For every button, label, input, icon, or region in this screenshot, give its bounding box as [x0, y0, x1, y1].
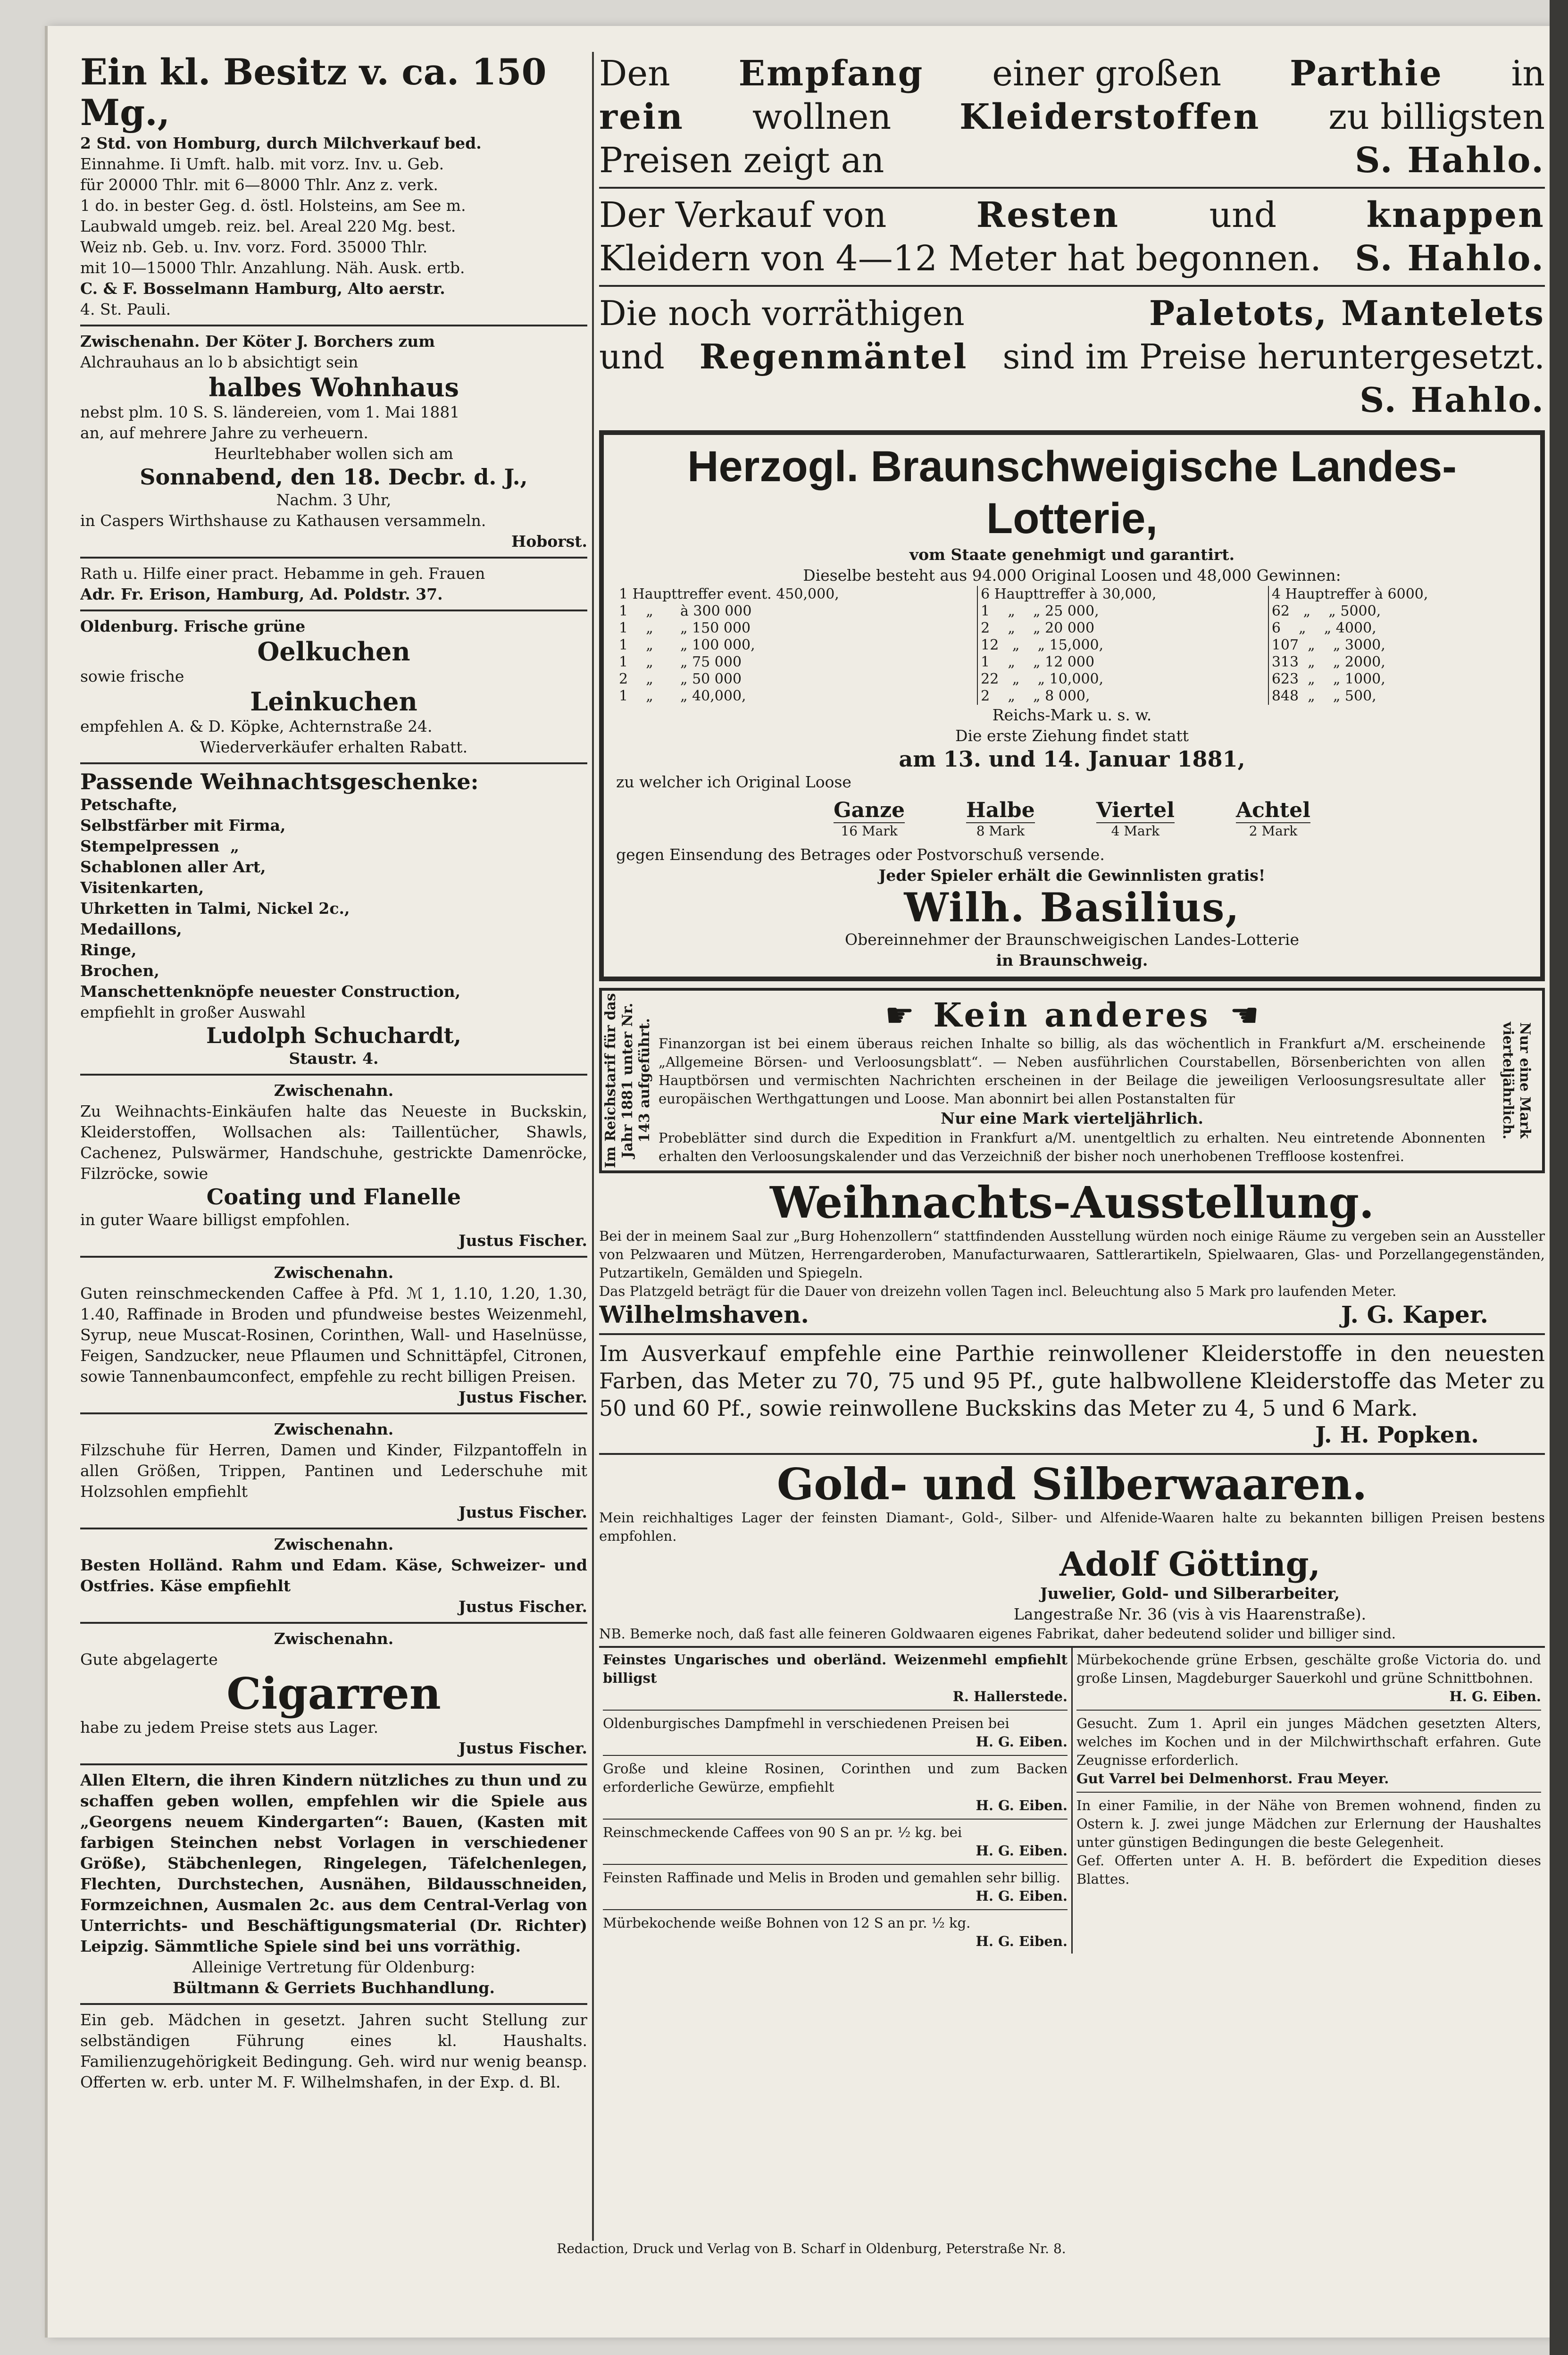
- gold-name: Adolf Götting,: [1059, 1545, 1320, 1584]
- lottery-draw-intro: Die erste Ziehung findet statt: [955, 727, 1189, 745]
- ad-gifts-item: Manschettenknöpfe neuester Construction,: [80, 982, 461, 1001]
- lottery-send: gegen Einsendung des Betrages oder Postvorschuß versende.: [616, 845, 1105, 864]
- hahlo-text: wollnen: [752, 97, 892, 137]
- ad-separator: [603, 1819, 1068, 1820]
- ad-house-time: Nachm. 3 Uhr,: [276, 491, 392, 509]
- ad-gifts-item: Petschafte,: [80, 795, 178, 814]
- eiben-sig: H. G. Eiben.: [976, 1734, 1068, 1750]
- ad-fischer-head: Zwischenahn.: [274, 1629, 394, 1648]
- ad-separator: [603, 1864, 1068, 1865]
- lottery-price-item: [834, 798, 905, 839]
- ad-separator: [1076, 1710, 1541, 1711]
- ad-estate: [80, 52, 587, 320]
- ad-gifts-addr: Staustr. 4.: [289, 1049, 379, 1068]
- hahlo-text: zu billigsten: [1328, 97, 1545, 137]
- lottery-price-label: Viertel: [1096, 798, 1175, 822]
- ad-house-line: an, auf mehrere Jahre zu verheuern.: [80, 424, 368, 442]
- eiben-sig: H. G. Eiben.: [976, 1933, 1068, 1949]
- boerse-left-vert: Im Reichstarif für das Jahr 1881 unter Nr. 143 aufgeführt.: [602, 993, 653, 1168]
- lottery-price-item: [966, 798, 1035, 839]
- lottery-price-value: 2 Mark: [1236, 822, 1310, 839]
- lottery-prize: 2 „ „ 20 000: [981, 620, 1095, 636]
- column-divider: [592, 52, 594, 2241]
- hahlo-text: Regenmäntel: [699, 336, 968, 376]
- boerse-right-box: [1490, 991, 1542, 1170]
- lottery-price-value: 8 Mark: [966, 822, 1035, 839]
- ad-fischer-head: Zwischenahn.: [274, 1263, 394, 1282]
- hahlo-text: Paletots, Mantelets: [1149, 293, 1545, 333]
- lottery-price-item: [1096, 798, 1175, 839]
- hahlo-text: sind im Preise heruntergesetzt.: [1002, 337, 1545, 376]
- ad-fischer-title: Coating und Flanelle: [206, 1184, 461, 1210]
- family-text2: Gef. Offerten unter A. H. B. befördert die Expedition dieses Blattes.: [1076, 1853, 1541, 1887]
- family-text: In einer Familie, in der Nähe von Bremen wohnend, finden zu Ostern k. J. zwei junge Mädchen zur Erlernung der Haushaltes unter günstigen Bedingungen die beste Gelegenheit.: [1076, 1797, 1541, 1850]
- hahlo-sig: S. Hahlo.: [1355, 140, 1545, 181]
- gold-title: Gold- und Silberwaaren.: [776, 1459, 1368, 1510]
- ad-fischer-text: Besten Holländ. Rahm und Edam. Käse, Schweizer- und Ostfries. Käse empfiehlt: [80, 1556, 587, 1595]
- ads-two-column: [599, 1646, 1545, 1954]
- hahlo-text: rein: [599, 97, 684, 137]
- ad-maid-wanted: [80, 2010, 587, 2093]
- ad-fischer-sig: Justus Fischer.: [459, 1231, 587, 1250]
- ad-oelkuchen: [80, 616, 587, 758]
- hahlo-text: Resten: [976, 195, 1120, 235]
- ad-fischer-cheese: [80, 1534, 587, 1617]
- boerse-price: Nur eine Mark vierteljährlich.: [941, 1109, 1203, 1127]
- lottery-prize: 1 Haupttreffer event. 450,000,: [619, 586, 839, 602]
- lottery-draw-date: am 13. und 14. Januar 1881,: [899, 746, 1245, 772]
- ad-gifts-item: Medaillons,: [80, 920, 182, 938]
- ad-fischer-groceries: [80, 1262, 587, 1408]
- lottery-order: zu welcher ich Original Loose: [616, 773, 851, 791]
- ad-separator: [603, 1755, 1068, 1756]
- ad-estate-line: 2 Std. von Homburg, durch Milchverkauf bed.: [80, 134, 482, 152]
- weihnacht-text: Bei der in meinem Saal zur „Burg Hohenzollern“ stattfindenden Ausstellung würden noch einige Räume zu vergeben sein an Aussteller von Pelzwaaren und Mützen, Herrengarderoben, Manufacturwaaren, Sattlerartikeln, Spielwaaren, Glas- und Porzellangegenständen, Putzartikeln, Gemälden und Spiegeln.: [599, 1228, 1545, 1281]
- ad-fischer-text: Filzschuhe für Herren, Damen und Kinder, Filzpantoffeln in allen Größen, Trippen, Pantinen und Lederschuhe mit Holzsohlen empfiehlt: [80, 1441, 587, 1501]
- hahlo-text: in: [1511, 53, 1545, 94]
- ad-gifts-title: Passende Weihnachtsgeschenke:: [80, 769, 479, 794]
- hahlo-text: Parthie: [1290, 53, 1443, 94]
- eiben-text: Oldenburgisches Dampfmehl in verschiedenen Preisen bei: [603, 1715, 1009, 1731]
- weihnacht-text2: Das Platzgeld beträgt für die Dauer von dreizehn vollen Tagen incl. Beleuchtung also 5 Mark pro laufenden Meter.: [599, 1283, 1397, 1299]
- lottery-prize: 62 „ „ 5000,: [1271, 603, 1381, 619]
- lottery-prize: 313 „ „ 2000,: [1271, 654, 1385, 670]
- ad-fischer-sig: Justus Fischer.: [459, 1503, 587, 1521]
- page-edge-shadow: [1550, 0, 1568, 2355]
- lottery-prize: 2 „ „ 50 000: [619, 671, 742, 687]
- ad-weihnachts-ausstellung: [599, 1178, 1545, 1328]
- ads-col-left: [599, 1648, 1071, 1954]
- ad-fischer-shoes: [80, 1419, 587, 1523]
- ad-gifts: [80, 769, 587, 1069]
- ad-separator: [599, 1333, 1545, 1335]
- ad-estate-line: mit 10—15000 Thlr. Anzahlung. Näh. Ausk. ertb.: [80, 259, 465, 277]
- ad-separator: [603, 1909, 1068, 1910]
- hahlo-text: Kleiderstoffen: [959, 97, 1260, 137]
- ad-hahlo-1: [599, 52, 1545, 182]
- ad-gifts-item: Schablonen aller Art,: [80, 858, 266, 876]
- ad-fischer-sig: Justus Fischer.: [459, 1597, 587, 1616]
- ad-fischer-sig: Justus Fischer.: [459, 1739, 587, 1757]
- ad-popken: [599, 1340, 1545, 1448]
- ad-house-title: halbes Wohnhaus: [209, 372, 459, 402]
- ad-separator: [80, 762, 587, 764]
- lottery-prize: 22 „ „ 10,000,: [981, 671, 1104, 687]
- ad-lottery: [599, 430, 1545, 981]
- lottery-list: Jeder Spieler erhält die Gewinnlisten gratis!: [878, 866, 1266, 885]
- lottery-col: [616, 586, 977, 705]
- ad-gifts-name: Ludolph Schuchardt,: [206, 1023, 461, 1048]
- pointing-hand-right-icon: ☛: [884, 995, 915, 1035]
- ad-separator: [603, 1710, 1068, 1711]
- ad-separator: [80, 1622, 587, 1624]
- ad-kindergarten-text: Allen Eltern, die ihren Kindern nützliches zu thun und zu schaffen geben wollen, empfehlen wir die Spiele aus „Georgens neuem Kindergarten“: Bauen, (Kasten mit farbigen Steinchen nebst Vorlagen in verschiedener Größe), Stäbchenlegen, Ringelegen, Täfelchenlegen, Flechten, Durchstechen, Ausnähen, Bildausschneiden, Formzeichnen, Ausmalen 2c. aus dem Central-Verlag von Unterrichts- und Beschäftigungsmaterial (Dr. Richter) Leipzig. Sämmtliche Spiele sind bei uns vorräthig.: [80, 1771, 587, 1955]
- ad-gifts-item: Brochen,: [80, 961, 159, 980]
- lottery-prize: 6 Haupttreffer à 30,000,: [981, 586, 1157, 602]
- lottery-role: Obereinnehmer der Braunschweigischen Landes-Lotterie: [845, 930, 1299, 949]
- ad-separator: [80, 1074, 587, 1076]
- eiben-sig: H. G. Eiben.: [1449, 1688, 1541, 1704]
- ad-fischer-sig: Justus Fischer.: [459, 1388, 587, 1406]
- maid-text: Gesucht. Zum 1. April ein junges Mädchen gesetzten Alters, welches im Kochen und in der Milchwirthschaft erfahren. Gute Zeugnisse erforderlich.: [1076, 1715, 1541, 1768]
- ad-house: [80, 331, 587, 552]
- eiben-text: Feinsten Raffinade und Melis in Broden und gemahlen sehr billig.: [603, 1870, 1060, 1886]
- boerse-text2: Probeblätter sind durch die Expedition in Frankfurt a/M. unentgeltlich zu erhalten. Neu eintretende Abonnenten erhalten den Verloosungskalender und das Verzeichniß der bisher noch unerhobenen Treffloose kostenfrei.: [659, 1130, 1485, 1164]
- ad-fischer-foot: in guter Waare billigst empfohlen.: [80, 1211, 350, 1229]
- lottery-prize: 4 Hauptreffer à 6000,: [1271, 586, 1428, 602]
- boerse-right-vert: Nur eine Mark vierteljährlich.: [1500, 1021, 1533, 1140]
- ad-oelkuchen-head: Oldenburg. Frische grüne: [80, 617, 306, 635]
- ad-midwife-line: Adr. Fr. Erison, Hamburg, Ad. Poldstr. 37.: [80, 585, 443, 603]
- ad-gifts-item: Ringe,: [80, 941, 137, 959]
- ad-fischer-textiles: [80, 1080, 587, 1251]
- pointing-hand-left-icon: ☚: [1229, 995, 1259, 1035]
- eiben-sig: R. Hallerstede.: [952, 1688, 1068, 1704]
- lottery-prize: 6 „ „ 4000,: [1271, 620, 1376, 636]
- hahlo-text: knappen: [1366, 195, 1545, 235]
- ad-gifts-item: Uhrketten in Talmi, Nickel 2c.,: [80, 899, 350, 918]
- gold-text: Mein reichhaltiges Lager der feinsten Diamant-, Gold-, Silber- und Alfenide-Waaren halte zu bekannten billigen Preisen bestens empfohlen.: [599, 1510, 1545, 1544]
- ad-separator: [1076, 1792, 1541, 1793]
- hahlo-text: Empfang: [738, 53, 924, 94]
- ad-hahlo-3: [599, 292, 1545, 422]
- ad-separator: [80, 1763, 587, 1765]
- hahlo-text: Den: [599, 53, 670, 94]
- ad-fischer-text: Guten reinschmeckenden Caffee à Pfd. ℳ 1, 1.10, 1.20, 1.30, 1.40, Raffinade in Broden und pfundweise bestes Weizenmehl, Syrup, neue Muscat-Rosinen, Corinthen, Wall- und Haselnüsse, Feigen, Sandzucker, neue Pflaumen und Schnittäpfel, Citronen, sowie Tannenbaumconfect, empfehle zu recht billigen Preisen.: [80, 1284, 587, 1386]
- lottery-col: [1268, 586, 1528, 705]
- weihnacht-place: Wilhelmshaven.: [599, 1301, 809, 1328]
- lottery-prize: 107 „ „ 3000,: [1271, 637, 1385, 653]
- lottery-prize: 1 „ à 300 000: [619, 603, 752, 619]
- ad-estate-line: Weiz nb. Geb. u. Inv. vorz. Ford. 35000 Thlr.: [80, 238, 428, 256]
- ad-separator: [80, 1528, 587, 1529]
- hahlo-text: Preisen zeigt an: [599, 140, 884, 181]
- lottery-prize: 1 „ „ 75 000: [619, 654, 742, 670]
- ad-estate-title: Ein kl. Besitz v. ca. 150 Mg.,: [80, 52, 547, 134]
- lottery-prize: 848 „ „ 500,: [1271, 688, 1376, 704]
- lottery-col: [977, 586, 1268, 705]
- ad-estate-line: Laubwald umgeb. reiz. bel. Areal 220 Mg. best.: [80, 217, 456, 235]
- ad-house-line: nebst plm. 10 S. S. ländereien, vom 1. Mai 1881: [80, 403, 460, 421]
- ad-hahlo-2: [599, 193, 1545, 280]
- ad-cigars-title: Cigarren: [226, 1668, 441, 1719]
- gold-addr: Langestraße Nr. 36 (vis à vis Haarenstraße).: [1013, 1605, 1367, 1623]
- ad-oelkuchen-sub: sowie frische: [80, 667, 184, 685]
- weihnacht-title: Weihnachts-Ausstellung.: [770, 1177, 1374, 1228]
- ad-separator: [80, 2003, 587, 2005]
- hahlo-text: und: [599, 337, 665, 376]
- lottery-prize: 623 „ „ 1000,: [1271, 671, 1385, 687]
- eiben-sig: H. G. Eiben.: [976, 1843, 1068, 1859]
- hahlo-text: einer großen: [992, 53, 1222, 94]
- eiben-text: Mürbekochende grüne Erbsen, geschälte große Victoria do. und große Linsen, Magdeburger Sauerkohl und grüne Schnittbohnen.: [1076, 1652, 1541, 1686]
- ad-oelkuchen-line: empfehlen A. & D. Köpke, Achternstraße 24.: [80, 717, 433, 735]
- hahlo-text: Die noch vorräthigen: [599, 293, 965, 333]
- lottery-intro: Dieselbe besteht aus 94.000 Original Loosen und 48,000 Gewinnen:: [803, 566, 1341, 585]
- weihnacht-sig: J. G. Kaper.: [1341, 1301, 1488, 1328]
- ad-leinkuchen-title: Leinkuchen: [250, 686, 417, 717]
- ad-separator: [80, 557, 587, 559]
- lottery-prize: 1 „ „ 150 000: [619, 620, 751, 636]
- ad-house-line: Alchrauhaus an lo b absichtigt sein: [80, 353, 359, 371]
- ad-fischer-text: Zu Weihnachts-Einkäufen halte das Neueste in Buckskin, Kleiderstoffen, Wollsachen als: Taillentücher, Shawls, Cachenez, Pulswärmer, Handschuhe, gestrickte Damenröcke, Filzröcke, sowie: [80, 1102, 587, 1183]
- lottery-currency: Reichs-Mark u. s. w.: [992, 706, 1152, 724]
- ad-oelkuchen-line: Wiederverkäufer erhalten Rabatt.: [200, 738, 468, 756]
- ad-boerse: [599, 988, 1545, 1173]
- ad-fischer-head: Zwischenahn.: [274, 1535, 394, 1553]
- lottery-price-item: [1236, 798, 1310, 839]
- lottery-price-value: 4 Mark: [1096, 822, 1175, 839]
- ad-midwife: [80, 563, 587, 605]
- ad-house-place: in Caspers Wirthshause zu Kathausen versammeln.: [80, 511, 486, 530]
- ad-oelkuchen-title: Oelkuchen: [257, 636, 410, 667]
- lottery-price-label: Halbe: [966, 798, 1035, 822]
- boerse-left-box: [602, 991, 654, 1170]
- ad-maid-text: Ein geb. Mädchen in gesetzt. Jahren sucht Stellung zur selbständigen Führung eines kl. Haushalts. Familienzugehörigkeit Bedingung. Geh. wird nur wenig beansp. Offerten w. erb. unter M. F. Wilhelmshafen, in der Exp. d. Bl.: [80, 2011, 587, 2091]
- ad-fischer-cigars: [80, 1628, 587, 1759]
- lottery-prize: 1 „ „ 25 000,: [981, 603, 1099, 619]
- ad-fischer-sub: Gute abgelagerte: [80, 1650, 218, 1669]
- ad-separator: [599, 285, 1545, 287]
- lottery-prize: 1 „ „ 12 000: [981, 654, 1095, 670]
- ad-kindergarten-foot: Alleinige Vertretung für Oldenburg:: [192, 1958, 475, 1976]
- hahlo-text: und: [1209, 195, 1277, 235]
- ad-separator: [80, 1256, 587, 1258]
- ad-gifts-item: Stempelpressen „: [80, 837, 240, 855]
- ad-gifts-foot: empfiehlt in großer Auswahl: [80, 1003, 306, 1021]
- ad-fischer-head: Zwischenahn.: [274, 1420, 394, 1438]
- ad-gifts-item: Visitenkarten,: [80, 878, 204, 897]
- ad-estate-line: für 20000 Thlr. mit 6—8000 Thlr. Anz z. verk.: [80, 175, 438, 194]
- ad-house-sig: Hoborst.: [511, 532, 587, 551]
- eiben-text: Feinstes Ungarisches und oberländ. Weizenmehl empfiehlt billigst: [603, 1652, 1068, 1686]
- ad-separator: [80, 1412, 587, 1414]
- ad-fischer-head: Zwischenahn.: [274, 1081, 394, 1100]
- ad-gifts-item: Selbstfärber mit Firma,: [80, 816, 286, 835]
- maid-sig: Gut Varrel bei Delmenhorst. Frau Meyer.: [1076, 1770, 1389, 1787]
- ad-estate-line: Einnahme. Ii Umft. halb. mit vorz. Inv. u. Geb.: [80, 155, 444, 173]
- popken-text: Im Ausverkauf empfehle eine Parthie reinwollener Kleiderstoffe in den neuesten Farben, das Meter zu 70, 75 und 95 Pf., gute halbwollene Kleiderstoffe das Meter zu 50 und 60 Pf., sowie reinwollene Buckskins das Meter zu 4, 5 und 6 Mark.: [599, 1341, 1545, 1421]
- lottery-prize: 2 „ „ 8 000,: [981, 688, 1090, 704]
- lottery-price-label: Achtel: [1235, 798, 1310, 822]
- popken-sig: J. H. Popken.: [1315, 1422, 1479, 1448]
- ad-fischer-text: habe zu jedem Preise stets aus Lager.: [80, 1718, 379, 1737]
- eiben-text: Große und kleine Rosinen, Corinthen und zum Backen erforderliche Gewürze, empfiehlt: [603, 1761, 1068, 1795]
- lottery-name: Wilh. Basilius,: [904, 884, 1240, 931]
- ad-gold: [599, 1460, 1545, 1643]
- ad-house-date: Sonnabend, den 18. Decbr. d. J.,: [140, 464, 528, 490]
- lottery-prize-table: [616, 586, 1528, 705]
- boerse-text: Finanzorgan ist bei einem überaus reichen Inhalte so billig, als das wöchentlich in Frankfurt a/M. erscheinende „Allgemeine Börsen- und Verloosungsblatt“. — Neben ausführlichen Courstabellen, Börsenberichten von allen Hauptbörsen und vermischten Nachrichten erscheinen in der Beilage die jeweiligen Verloosungsresultate aller europäischen Werthgattungen und Loose. Man abonnirt bei allen Postanstalten für: [659, 1036, 1485, 1107]
- ad-midwife-line: Rath u. Hilfe einer pract. Hebamme in geh. Frauen: [80, 564, 485, 583]
- ad-separator: [599, 1453, 1545, 1455]
- ad-separator: [80, 325, 587, 326]
- gold-nb: NB. Bemerke noch, daß fast alle feineren Goldwaaren eigenes Fabrikat, daher bedeutend solider und billiger sind.: [599, 1626, 1396, 1642]
- lottery-prize: 1 „ „ 40,000,: [619, 688, 746, 704]
- lottery-prize: 12 „ „ 15,000,: [981, 637, 1104, 653]
- ad-house-line: Heurltebhaber wollen sich am: [214, 444, 453, 463]
- ad-separator: [599, 187, 1545, 189]
- boerse-title: Kein anderes: [933, 995, 1211, 1035]
- lottery-city: in Braunschweig.: [996, 951, 1148, 969]
- hahlo-text: Der Verkauf von: [599, 195, 887, 235]
- hahlo-sig: S. Hahlo.: [1355, 238, 1545, 279]
- ad-estate-line: 1 do. in bester Geg. d. östl. Holsteins, am See m.: [80, 196, 466, 215]
- lottery-title: Herzogl. Braunschweigische Landes-Lotterie,: [687, 443, 1457, 543]
- hahlo-text: Kleidern von 4—12 Meter hat begonnen.: [599, 238, 1321, 279]
- ad-kindergarten: [80, 1770, 587, 1998]
- eiben-text: Mürbekochende weiße Bohnen von 12 S an pr. ½ kg.: [603, 1915, 971, 1931]
- eiben-text: Reinschmeckende Caffees von 90 S an pr. ½ kg. bei: [603, 1824, 962, 1840]
- lottery-price-value: 16 Mark: [834, 822, 905, 839]
- ad-separator: [80, 610, 587, 611]
- right-column: [599, 52, 1545, 2241]
- lottery-prize: 1 „ „ 100 000,: [619, 637, 755, 653]
- ads-col-right: [1071, 1648, 1545, 1954]
- ad-kindergarten-sig: Bültmann & Gerriets Buchhandlung.: [172, 1979, 495, 1997]
- ad-estate-line: 4. St. Pauli.: [80, 300, 171, 318]
- eiben-sig: H. G. Eiben.: [976, 1797, 1068, 1813]
- imprint-footer: Redaction, Druck und Verlag von B. Scharf in Oldenburg, Peterstraße Nr. 8.: [557, 2241, 1066, 2256]
- gold-role: Juwelier, Gold- und Silberarbeiter,: [1040, 1584, 1340, 1603]
- lottery-price-list: [616, 798, 1528, 839]
- left-column: [80, 52, 587, 2241]
- lottery-price-label: Ganze: [834, 798, 905, 822]
- ad-house-head: Zwischenahn. Der Köter J. Borchers zum: [80, 332, 435, 351]
- eiben-sig: H. G. Eiben.: [976, 1888, 1068, 1904]
- ad-estate-line: C. & F. Bosselmann Hamburg, Alto aerstr.: [80, 279, 445, 298]
- hahlo-sig: S. Hahlo.: [1359, 380, 1545, 420]
- lottery-sub: vom Staate genehmigt und garantirt.: [909, 545, 1235, 564]
